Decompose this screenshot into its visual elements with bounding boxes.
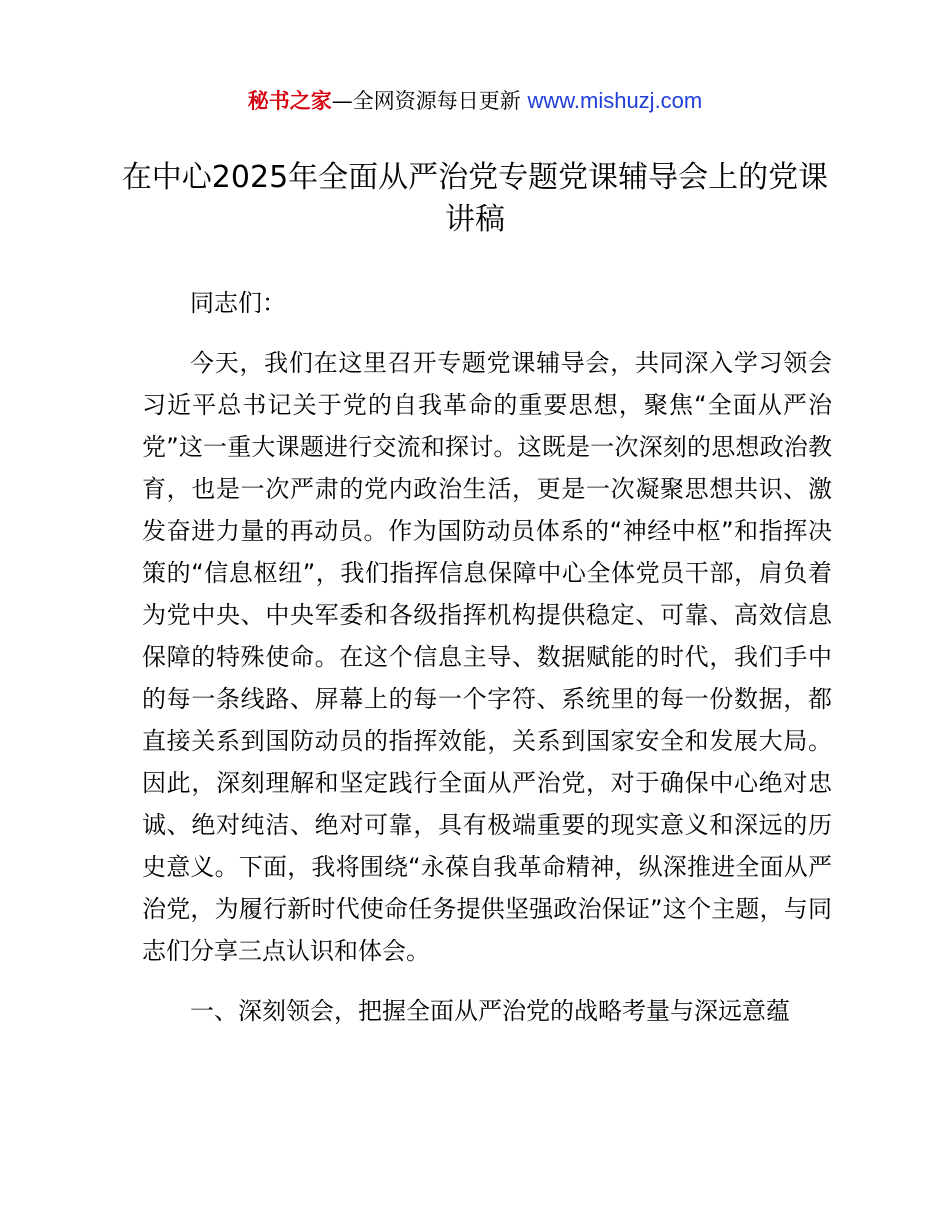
opening-paragraph: 今天，我们在这里召开专题党课辅导会，共同深入学习领会习近平总书记关于党的自我革命的重要思想，聚焦“全面从严治党”这一重大课题进行交流和探讨。这既是一次深刻的思想政治教育，也是一次严肃的党内政治生活，更是一次凝聚思想共识、激发奋进力量的再动员。作为国防动员体系的“神经中枢”和指挥决策的“信息枢纽”，我们指挥信息保障中心全体党员干部，肩负着为党中央、中央军委和各级指挥机构提供稳定、可靠、高效信息保障的特殊使命。在这个信息主导、数据赋能的时代，我们手中的每一条线路、屏幕上的每一个字符、系统里的每一份数据，都直接关系到国防动员的指挥效能，关系到国家安全和发展大局。因此，深刻理解和坚定践行全面从严治党，对于确保中心绝对忠诚、绝对纯洁、绝对可靠，具有极端重要的现实意义和深远的历史意义。下面，我将围绕“永葆自我革命精神，纵深推进全面从严治党，为履行新时代使命任务提供坚强政治保证”这个主题，与同志们分享三点认识和体会。 [142, 349, 832, 965]
salutation: 同志们： [190, 289, 286, 317]
document-title: 在中心2025年全面从严治党专题党课辅导会上的党课讲稿 [121, 160, 829, 237]
site-tagline: —全网资源每日更新 [331, 89, 521, 113]
site-url-link[interactable]: www.mishuzj.com [527, 88, 703, 113]
section-heading-1: 一、深刻领会，把握全面从严治党的战略考量与深远意蕴 [190, 997, 790, 1025]
site-brand: 秘书之家 [247, 89, 332, 113]
document-body [142, 282, 832, 1032]
site-header [0, 86, 950, 116]
